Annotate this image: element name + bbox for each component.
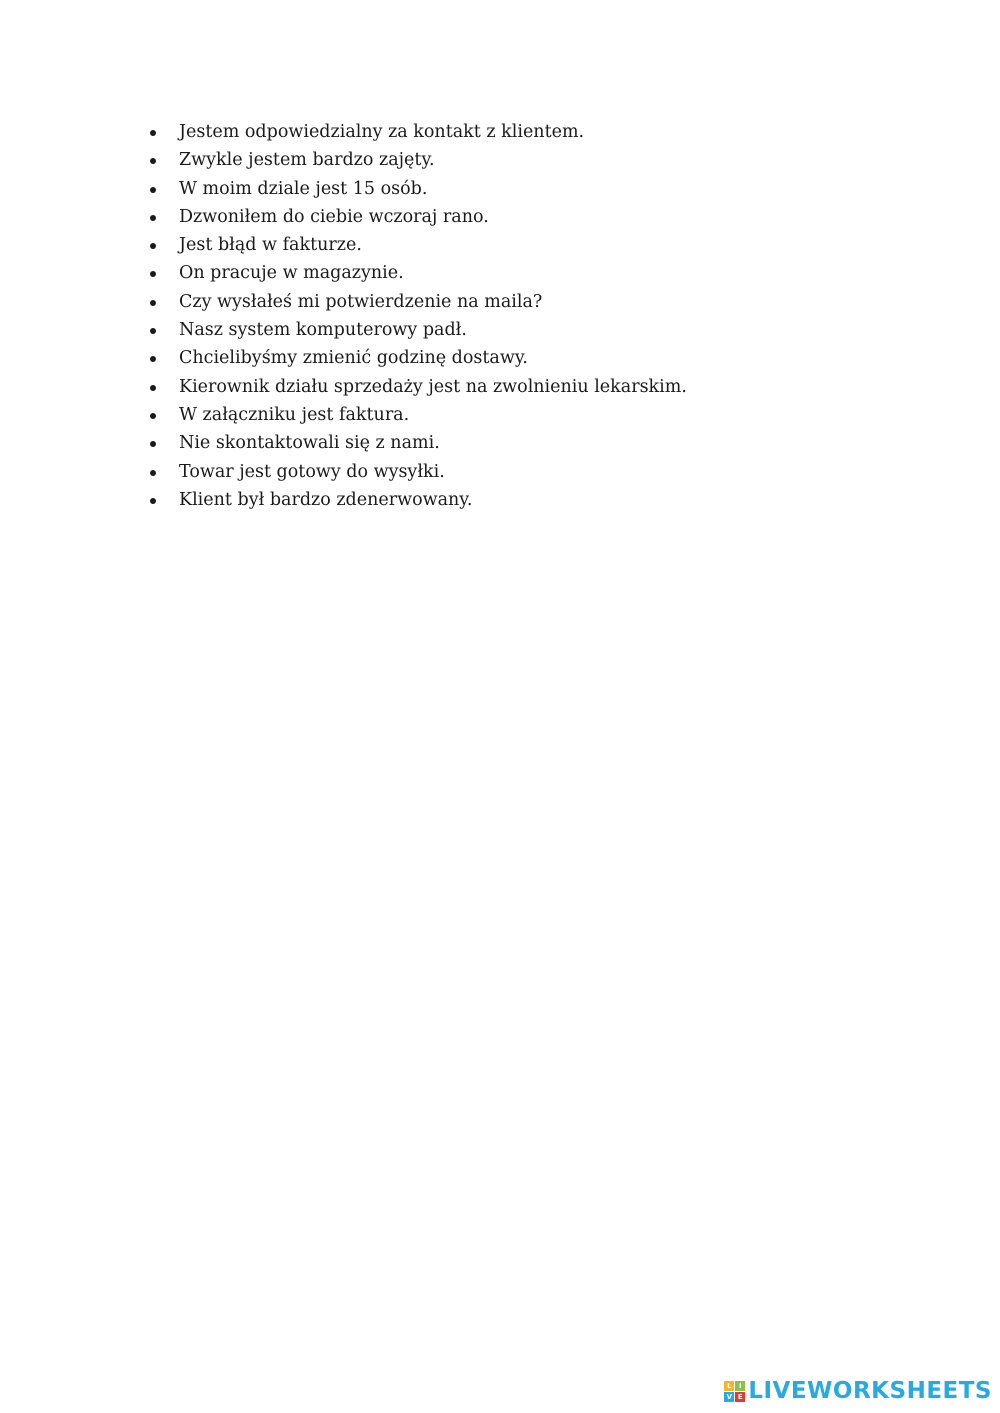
sentence-item (148, 231, 687, 259)
bullet-icon (150, 215, 156, 221)
logo-wordmark: LIVEWORKSHEETS (748, 1378, 992, 1404)
liveworksheets-logo-icon (724, 1381, 745, 1402)
sentence-item (148, 429, 687, 457)
sentence-item (148, 259, 687, 287)
sentence-list (148, 118, 687, 514)
sentence-item (148, 486, 687, 514)
bullet-icon (150, 413, 156, 419)
bullet-icon (150, 187, 156, 193)
bullet-icon (150, 441, 156, 447)
sentence-text: On pracuje w magazynie. (179, 263, 404, 284)
sentence-text: W moim dziale jest 15 osób. (179, 178, 428, 199)
sentence-text: Jest błąd w fakturze. (179, 235, 362, 256)
sentence-text: Kierownik działu sprzedaży jest na zwolnieniu lekarskim. (179, 376, 687, 397)
sentence-item (148, 203, 687, 231)
sentence-text: Nie skontaktowali się z nami. (179, 433, 440, 454)
sentence-text: Jestem odpowiedzialny za kontakt z klientem. (179, 122, 585, 142)
sentence-item (148, 146, 687, 174)
sentence-text: Chcielibyśmy zmienić godzinę dostawy. (179, 348, 528, 369)
logo-mark-cell: L (724, 1381, 734, 1391)
bullet-icon (150, 158, 156, 164)
sentence-text: Dzwoniłem do ciebie wczoraj rano. (179, 206, 489, 227)
bullet-icon (150, 498, 156, 504)
sentence-item (148, 401, 687, 429)
bullet-icon (150, 356, 156, 362)
sentence-item (148, 175, 687, 203)
bullet-icon (150, 385, 156, 391)
logo-mark-cell: V (724, 1392, 734, 1402)
logo-mark-cell: I (735, 1381, 745, 1391)
sentence-text: Nasz system komputerowy padł. (179, 320, 467, 341)
sentence-item (148, 316, 687, 344)
logo-mark-cell: E (735, 1392, 745, 1402)
bullet-icon (150, 300, 156, 306)
bullet-icon (150, 243, 156, 249)
sentence-text: W załączniku jest faktura. (179, 404, 410, 425)
bullet-icon (150, 130, 156, 136)
sentence-item (148, 288, 687, 316)
bullet-icon (150, 328, 156, 334)
sentence-item (148, 118, 687, 146)
bullet-icon (150, 271, 156, 277)
sentence-text: Czy wysłałeś mi potwierdzenie na maila? (179, 291, 543, 312)
bullet-icon (150, 470, 156, 476)
sentence-text: Zwykle jestem bardzo zajęty. (179, 150, 435, 171)
sentence-text: Klient był bardzo zdenerwowany. (179, 489, 473, 510)
sentence-item (148, 344, 687, 372)
sentence-item (148, 458, 687, 486)
sentence-item (148, 373, 687, 401)
liveworksheets-logo (724, 1377, 992, 1405)
sentence-text: Towar jest gotowy do wysyłki. (179, 461, 445, 482)
